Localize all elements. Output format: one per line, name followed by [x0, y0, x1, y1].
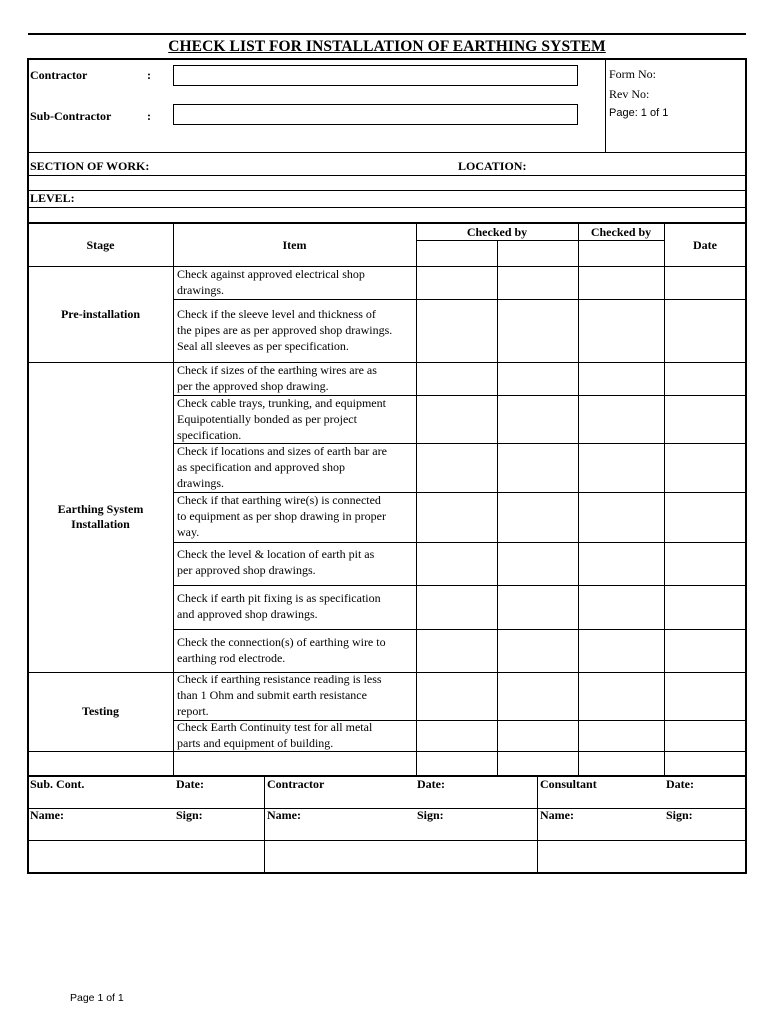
row-line [28, 362, 746, 363]
row-line [173, 542, 746, 543]
col-line [173, 223, 174, 775]
stage-earthing-line-2: Installation [71, 517, 130, 531]
subcontractor-field[interactable] [173, 104, 578, 125]
sub-cont-name-label: Name: [30, 808, 64, 822]
level-label: LEVEL: [30, 191, 75, 205]
stage-pre-installation: Pre-installation [60, 307, 141, 321]
contractor-label: Contractor [30, 68, 88, 82]
form-no-label: Form No: [609, 67, 657, 81]
item-4: Check cable trays, trunking, and equipment Equipotentially bonded as per project specification. [177, 396, 386, 442]
item-10: Check if earthing resistance reading is less than 1 Ohm and submit earth resistance report. [177, 672, 382, 718]
col-line [497, 240, 498, 775]
rule [28, 222, 746, 224]
stage-earthing-line-1: Earthing System [57, 502, 144, 516]
sub-cont-date-label: Date: [176, 777, 204, 791]
item-5: Check if locations and sizes of earth bar are as specification and approved shop drawings. [177, 444, 387, 490]
subcontractor-colon: : [147, 109, 151, 123]
contractor-date-label: Date: [417, 777, 445, 791]
header-divider [605, 59, 606, 152]
item-3: Check if sizes of the earthing wires are as per the approved shop drawing. [177, 363, 377, 393]
item-8: Check if earth pit fixing is as specification and approved shop drawings. [177, 591, 381, 621]
col-checked-by-1-header: Checked by [466, 225, 528, 239]
contractor-name-label: Name: [267, 808, 301, 822]
top-rule [28, 33, 746, 35]
contractor-sign-label: Contractor [267, 777, 325, 791]
sub-cont-sign-label: Sign: [176, 808, 203, 822]
col-item-header: Item [282, 238, 307, 252]
stage-testing: Testing [82, 704, 119, 718]
footer-row-line [28, 840, 746, 841]
rule [28, 175, 746, 176]
row-line [173, 629, 746, 630]
page-label: Page: 1 of 1 [609, 107, 669, 119]
footer-col-line [537, 776, 538, 873]
rev-no-label: Rev No: [609, 87, 650, 101]
rule [28, 152, 746, 153]
subcontractor-label: Sub-Contractor [30, 109, 112, 123]
contractor-colon: : [147, 68, 151, 82]
item-2: Check if the sleeve level and thickness of the pipes are as per approved shop drawings. Seal all sleeves as per specification. [177, 307, 393, 353]
item-7: Check the level & location of earth pit as per approved shop drawings. [177, 547, 375, 577]
footer-col-line [264, 776, 265, 873]
col-line [578, 223, 579, 775]
rule [28, 266, 746, 267]
row-line [173, 585, 746, 586]
item-11: Check Earth Continuity test for all metal parts and equipment of building. [177, 720, 373, 750]
row-line [173, 299, 746, 300]
contractor-field[interactable] [173, 65, 578, 86]
item-9: Check the connection(s) of earthing wire to earthing rod electrode. [177, 635, 386, 665]
row-line [28, 751, 746, 752]
consultant-sign-label: Sign: [666, 808, 693, 822]
row-line [28, 672, 746, 673]
col-line [416, 223, 417, 775]
sub-cont-label: Sub. Cont. [30, 777, 85, 791]
consultant-label: Consultant [540, 777, 597, 791]
item-1: Check against approved electrical shop drawings. [177, 267, 365, 297]
section-of-work-label: SECTION OF WORK: [30, 159, 150, 173]
rule [28, 207, 746, 208]
contractor-sign-field-label: Sign: [417, 808, 444, 822]
rule [28, 190, 746, 191]
consultant-name-label: Name: [540, 808, 574, 822]
consultant-date-label: Date: [666, 777, 694, 791]
rule [416, 240, 664, 241]
col-checked-by-2-header: Checked by [590, 225, 652, 239]
footer-row-line [28, 808, 746, 809]
page-footer: Page 1 of 1 [70, 992, 124, 1004]
location-label: LOCATION: [458, 159, 527, 173]
item-6: Check if that earthing wire(s) is connected to equipment as per shop drawing in proper way. [177, 493, 386, 539]
col-date-header: Date [693, 238, 717, 252]
page-title: CHECK LIST FOR INSTALLATION OF EARTHING SYSTEM [168, 38, 606, 55]
row-line [28, 775, 746, 777]
col-line [664, 223, 665, 775]
col-stage-header: Stage [86, 238, 115, 252]
